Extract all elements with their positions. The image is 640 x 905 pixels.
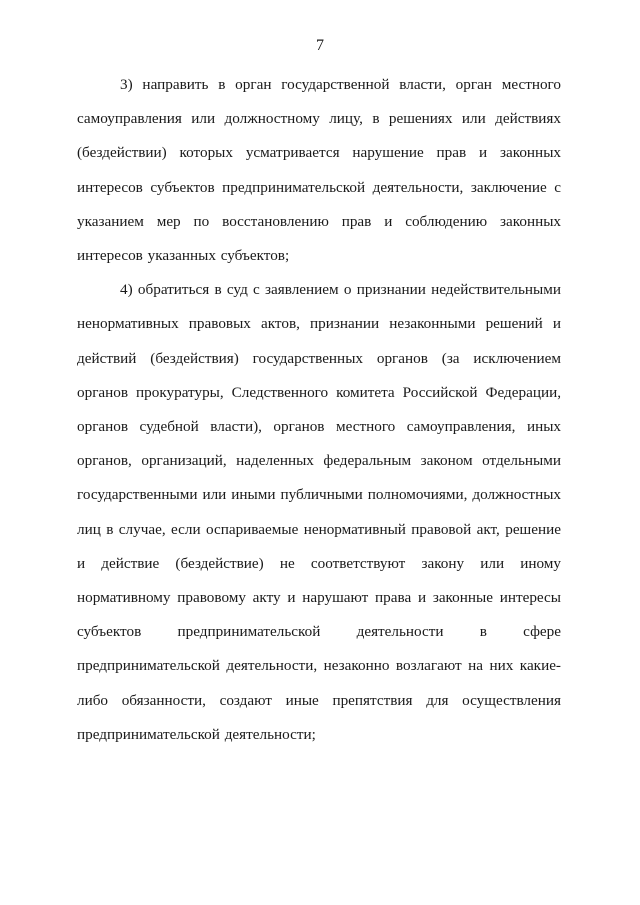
paragraph-item-4: 4) обратиться в суд с заявлением о признании недействительными ненормативных правовых актов, признании незаконными решений и действий (бездействия) государственных органов (за исключением органов прокуратуры, Следственного комитета Российской Федерации, органов судебной власти), органов местного самоуправления, иных органов, организаций, наделенных федеральным законом отдельными государственными или иными публичными полномочиями, должностных лиц в случае, если оспариваемые ненормативный правовой акт, решение и действие (бездействие) не соответствуют закону или иному нормативному правовому акту и нарушают права и законные интересы субъектов предпринимательской деятельности в сфере предпринимательской деятельности, незаконно возлагают на них какие-либо обязанности, создают иные препятствия для осуществления предпринимательской деятельности; <box>77 281 561 743</box>
page-number: 7 <box>316 37 324 54</box>
paragraph-item-3: 3) направить в орган государственной власти, орган местного самоуправления или должностному лицу, в решениях или действиях (бездействии) которых усматривается нарушение прав и законных интересов субъектов предпринимательской деятельности, заключение с указанием мер по восстановлению прав и соблюдению законных интересов указанных субъектов; <box>77 76 561 265</box>
document-body <box>77 68 561 752</box>
